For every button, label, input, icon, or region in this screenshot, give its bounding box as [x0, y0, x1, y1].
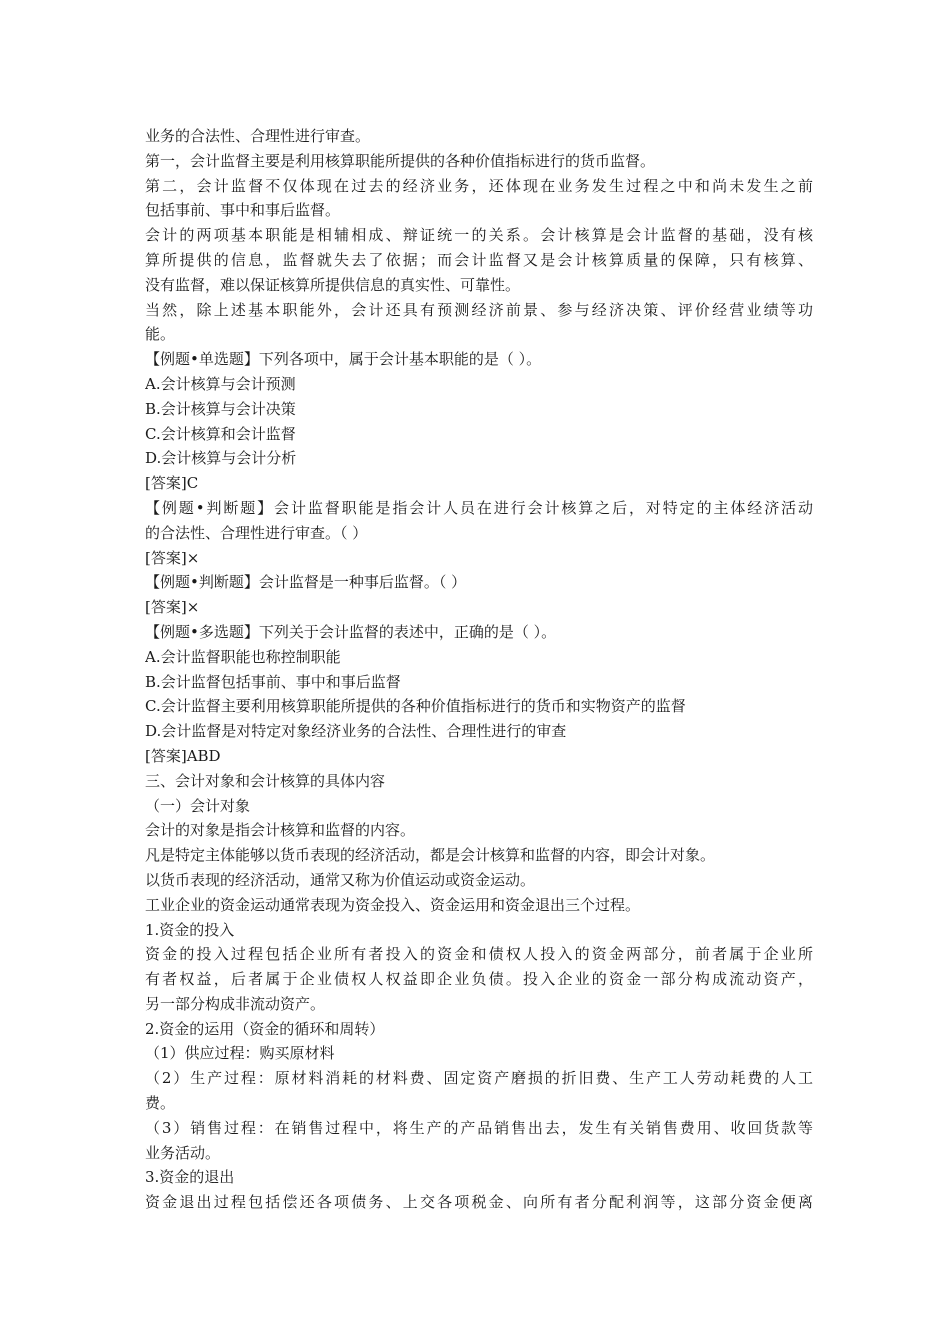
text-line: [答案]× [145, 598, 200, 617]
text-line: C.会计监督主要利用核算职能所提供的各种价值指标进行的货币和实物资产的监督 [145, 697, 686, 716]
text-line: 凡是特定主体能够以货币表现的经济活动，都是会计核算和监督的内容，即会计对象。 [145, 846, 716, 865]
text-line: （1）供应过程：购买原材料 [145, 1044, 335, 1063]
text-line: B.会计监督包括事前、事中和事后监督 [145, 672, 401, 691]
text-line: （3）销售过程：在销售过程中，将生产的产品销售出去，发生有关销售费用、收回货款等 [145, 1118, 813, 1137]
text-line: D.会计监督是对特定对象经济业务的合法性、合理性进行的审查 [145, 722, 567, 741]
text-line: [答案]C [145, 474, 199, 493]
text-line: 2.资金的运用（资金的循环和周转） [145, 1019, 385, 1038]
text-line: 资金的投入过程包括企业所有者投入的资金和债权人投入的资金两部分，前者属于企业所 [145, 945, 813, 964]
text-line: 以货币表现的经济活动，通常又称为价值运动或资金运动。 [145, 870, 536, 889]
text-line: B.会计核算与会计决策 [145, 399, 296, 418]
text-line: A.会计监督职能也称控制职能 [145, 647, 341, 666]
text-line: （一）会计对象 [145, 796, 251, 815]
text-line: 第二，会计监督不仅体现在过去的经济业务，还体现在业务发生过程之中和尚未发生之前 [145, 176, 813, 195]
text-line: 包括事前、事中和事后监督。 [145, 201, 341, 220]
text-line: [答案]ABD [145, 746, 221, 765]
text-line: C.会计核算和会计监督 [145, 424, 296, 443]
text-line: 【例题•判断题】会计监督是一种事后监督。（ ） [145, 573, 467, 592]
text-line: 另一部分构成非流动资产。 [145, 994, 326, 1013]
text-line: 有者权益，后者属于企业债权人权益即企业负债。投入企业的资金一部分构成流动资产， [145, 970, 813, 989]
text-line: 能。 [145, 325, 176, 344]
text-line: [答案]× [145, 548, 200, 567]
text-line: 会计的两项基本职能是相辅相成、辩证统一的关系。会计核算是会计监督的基础，没有核 [145, 226, 813, 245]
text-line: 当然，除上述基本职能外，会计还具有预测经济前景、参与经济决策、评价经营业绩等功 [145, 300, 813, 319]
text-line: （2）生产过程：原材料消耗的材料费、固定资产磨损的折旧费、生产工人劳动耗费的人工 [145, 1069, 813, 1088]
text-line: 工业企业的资金运动通常表现为资金投入、资金运用和资金退出三个过程。 [145, 895, 641, 914]
text-line: 第一，会计监督主要是利用核算职能所提供的各种价值指标进行的货币监督。 [145, 151, 656, 170]
text-line: 算所提供的信息，监督就失去了依据；而会计监督又是会计核算质量的保障，只有核算、 [145, 250, 813, 269]
text-line: 没有监督，难以保证核算所提供信息的真实性、可靠性。 [145, 275, 521, 294]
text-line: 三、会计对象和会计核算的具体内容 [145, 771, 386, 790]
text-line: 【例题•判断题】会计监督职能是指会计人员在进行会计核算之后，对特定的主体经济活动 [145, 498, 813, 517]
text-line: 【例题•单选题】下列各项中，属于会计基本职能的是（ ）。 [145, 350, 542, 369]
document-page [145, 124, 813, 1215]
text-line: 的合法性、合理性进行审查。（ ） [145, 523, 368, 542]
text-line: 资金退出过程包括偿还各项债务、上交各项税金、向所有者分配利润等，这部分资金便离 [145, 1193, 813, 1212]
text-line: 会计的对象是指会计核算和监督的内容。 [145, 821, 416, 840]
text-line: A.会计核算与会计预测 [145, 374, 296, 393]
text-line: 【例题•多选题】下列关于会计监督的表述中，正确的是（ ）。 [145, 622, 557, 641]
text-line: 费。 [145, 1094, 176, 1113]
text-line: 业务活动。 [145, 1143, 221, 1162]
text-line: 业务的合法性、合理性进行审查。 [145, 127, 371, 145]
text-line: D.会计核算与会计分析 [145, 449, 297, 468]
text-line: 3.资金的退出 [145, 1168, 235, 1187]
text-line: 1.资金的投入 [145, 920, 235, 939]
